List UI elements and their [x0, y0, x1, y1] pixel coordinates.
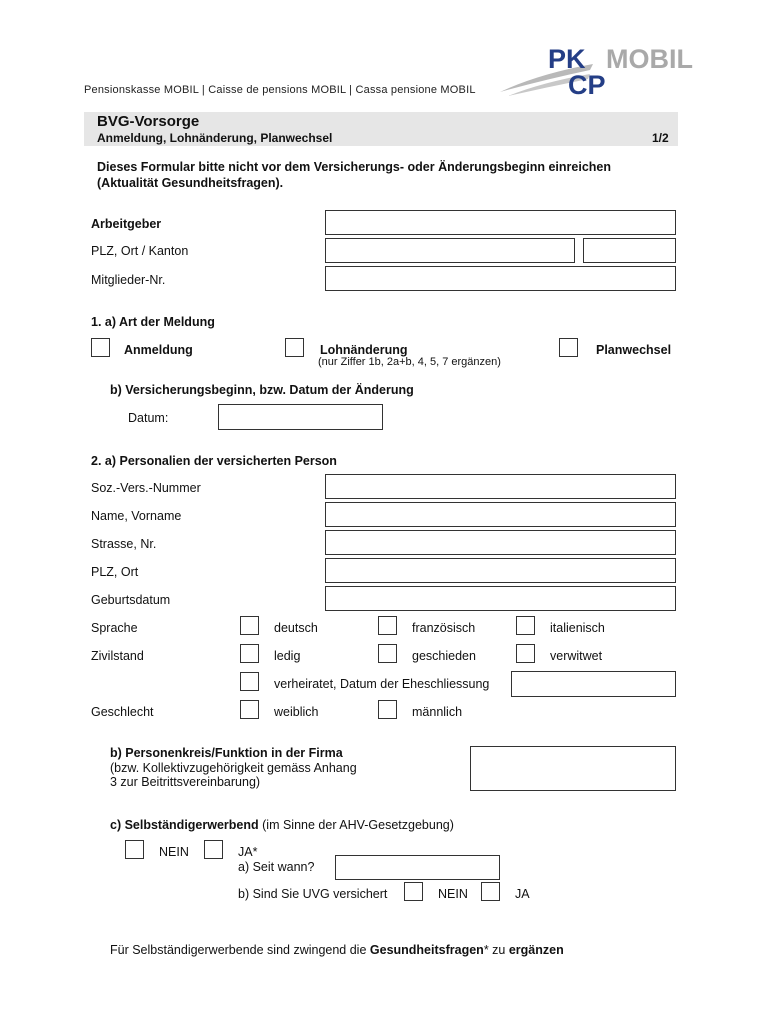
kanton-field[interactable]: [583, 238, 676, 263]
deutsch-label: deutsch: [274, 621, 318, 635]
verheiratet-checkbox[interactable]: [240, 672, 259, 691]
eheschliessung-date-field[interactable]: [511, 671, 676, 697]
logo-cp: CP: [568, 70, 606, 100]
section-2c-title: c) Selbständigerwerbend: [110, 818, 259, 832]
lohnaenderung-note: (nur Ziffer 1b, 2a+b, 4, 5, 7 ergänzen): [318, 356, 501, 368]
page-title: BVG-Vorsorge: [97, 113, 200, 130]
section-2c-heading: [110, 818, 454, 832]
uvg-ja-label: JA: [515, 887, 530, 901]
uvg-ja-checkbox[interactable]: [481, 882, 500, 901]
name-label: Name, Vorname: [91, 509, 182, 523]
sprache-label: Sprache: [91, 621, 138, 635]
anmeldung-checkbox[interactable]: [91, 338, 110, 357]
verwitwet-label: verwitwet: [550, 649, 603, 663]
mitglieder-nr-field[interactable]: [325, 266, 676, 291]
anmeldung-label: Anmeldung: [124, 343, 193, 357]
intro-line-1: Dieses Formular bitte nicht vor dem Versicherungs- oder Änderungsbeginn einreichen: [97, 160, 612, 174]
section-2b-line-2: (bzw. Kollektivzugehörigkeit gemäss Anhang: [110, 761, 357, 775]
italienisch-label: italienisch: [550, 621, 605, 635]
intro-line-2: (Aktualität Gesundheitsfragen).: [97, 176, 284, 190]
lohnaenderung-checkbox[interactable]: [285, 338, 304, 357]
company-line: Pensionskasse MOBIL | Caisse de pensions MOBIL | Cassa pensione MOBIL: [84, 84, 476, 96]
footer-part-1: Für Selbständigerwerbende sind zwingend die: [110, 943, 370, 957]
seit-wann-label: a) Seit wann?: [238, 860, 315, 874]
uvg-label: b) Sind Sie UVG versichert: [238, 887, 388, 901]
footer-part-3: * zu: [483, 943, 509, 957]
ledig-checkbox[interactable]: [240, 644, 259, 663]
geschieden-checkbox[interactable]: [378, 644, 397, 663]
personenkreis-field[interactable]: [470, 746, 676, 791]
italienisch-checkbox[interactable]: [516, 616, 535, 635]
plz-ort-person-field[interactable]: [325, 558, 676, 583]
plz-ort-label: PLZ, Ort: [91, 565, 139, 579]
seit-wann-field[interactable]: [335, 855, 500, 880]
planwechsel-label: Planwechsel: [596, 343, 672, 357]
arbeitgeber-field[interactable]: [325, 210, 676, 235]
selbstaendig-nein-label: NEIN: [159, 845, 189, 859]
franzoesisch-label: französisch: [412, 621, 476, 635]
section-1b-heading: b) Versicherungsbeginn, bzw. Datum der Änderung: [110, 383, 414, 397]
maennlich-checkbox[interactable]: [378, 700, 397, 719]
maennlich-label: männlich: [412, 705, 463, 719]
plz-ort-kanton-label: PLZ, Ort / Kanton: [91, 244, 189, 258]
weiblich-label: weiblich: [274, 705, 319, 719]
section-2a-heading: 2. a) Personalien der versicherten Person: [91, 454, 337, 468]
section-2c-note: (im Sinne der AHV-Gesetzgebung): [262, 818, 454, 832]
section-1a-heading: 1. a) Art der Meldung: [91, 315, 215, 329]
uvg-nein-label: NEIN: [438, 887, 468, 901]
datum-field[interactable]: [218, 404, 383, 430]
strasse-label: Strasse, Nr.: [91, 537, 157, 551]
selbstaendig-ja-label: JA*: [238, 845, 258, 859]
weiblich-checkbox[interactable]: [240, 700, 259, 719]
strasse-field[interactable]: [325, 530, 676, 555]
page-number: 1/2: [652, 131, 669, 145]
footer-note: [110, 943, 564, 957]
verwitwet-checkbox[interactable]: [516, 644, 535, 663]
ledig-label: ledig: [274, 649, 301, 663]
pk-mobil-logo: [498, 44, 718, 102]
logo-mobil: MOBIL: [606, 44, 693, 74]
uvg-nein-checkbox[interactable]: [404, 882, 423, 901]
section-2b-line-3: 3 zur Beitrittsvereinbarung): [110, 775, 261, 789]
lohnaenderung-label: Lohnänderung: [320, 343, 408, 357]
footer-ergaenzen: ergänzen: [508, 943, 564, 957]
page-subtitle: Anmeldung, Lohnänderung, Planwechsel: [97, 131, 333, 145]
geschlecht-label: Geschlecht: [91, 705, 154, 719]
geburtsdatum-label: Geburtsdatum: [91, 593, 171, 607]
sozvers-label: Soz.-Vers.-Nummer: [91, 481, 201, 495]
sozvers-field[interactable]: [325, 474, 676, 499]
geschieden-label: geschieden: [412, 649, 476, 663]
plz-ort-field[interactable]: [325, 238, 575, 263]
arbeitgeber-label: Arbeitgeber: [91, 217, 162, 231]
datum-label: Datum:: [128, 411, 169, 425]
geburtsdatum-field[interactable]: [325, 586, 676, 611]
logo-pk: PK: [548, 44, 586, 74]
selbstaendig-ja-checkbox[interactable]: [204, 840, 223, 859]
section-2b-heading: b) Personenkreis/Funktion in der Firma: [110, 746, 343, 760]
mitglieder-nr-label: Mitglieder-Nr.: [91, 273, 166, 287]
zivilstand-label: Zivilstand: [91, 649, 144, 663]
footer-gesundheitsfragen: Gesundheitsfragen: [369, 943, 484, 957]
planwechsel-checkbox[interactable]: [559, 338, 578, 357]
selbstaendig-nein-checkbox[interactable]: [125, 840, 144, 859]
verheiratet-label: verheiratet, Datum der Eheschliessung: [274, 677, 490, 691]
name-field[interactable]: [325, 502, 676, 527]
franzoesisch-checkbox[interactable]: [378, 616, 397, 635]
deutsch-checkbox[interactable]: [240, 616, 259, 635]
